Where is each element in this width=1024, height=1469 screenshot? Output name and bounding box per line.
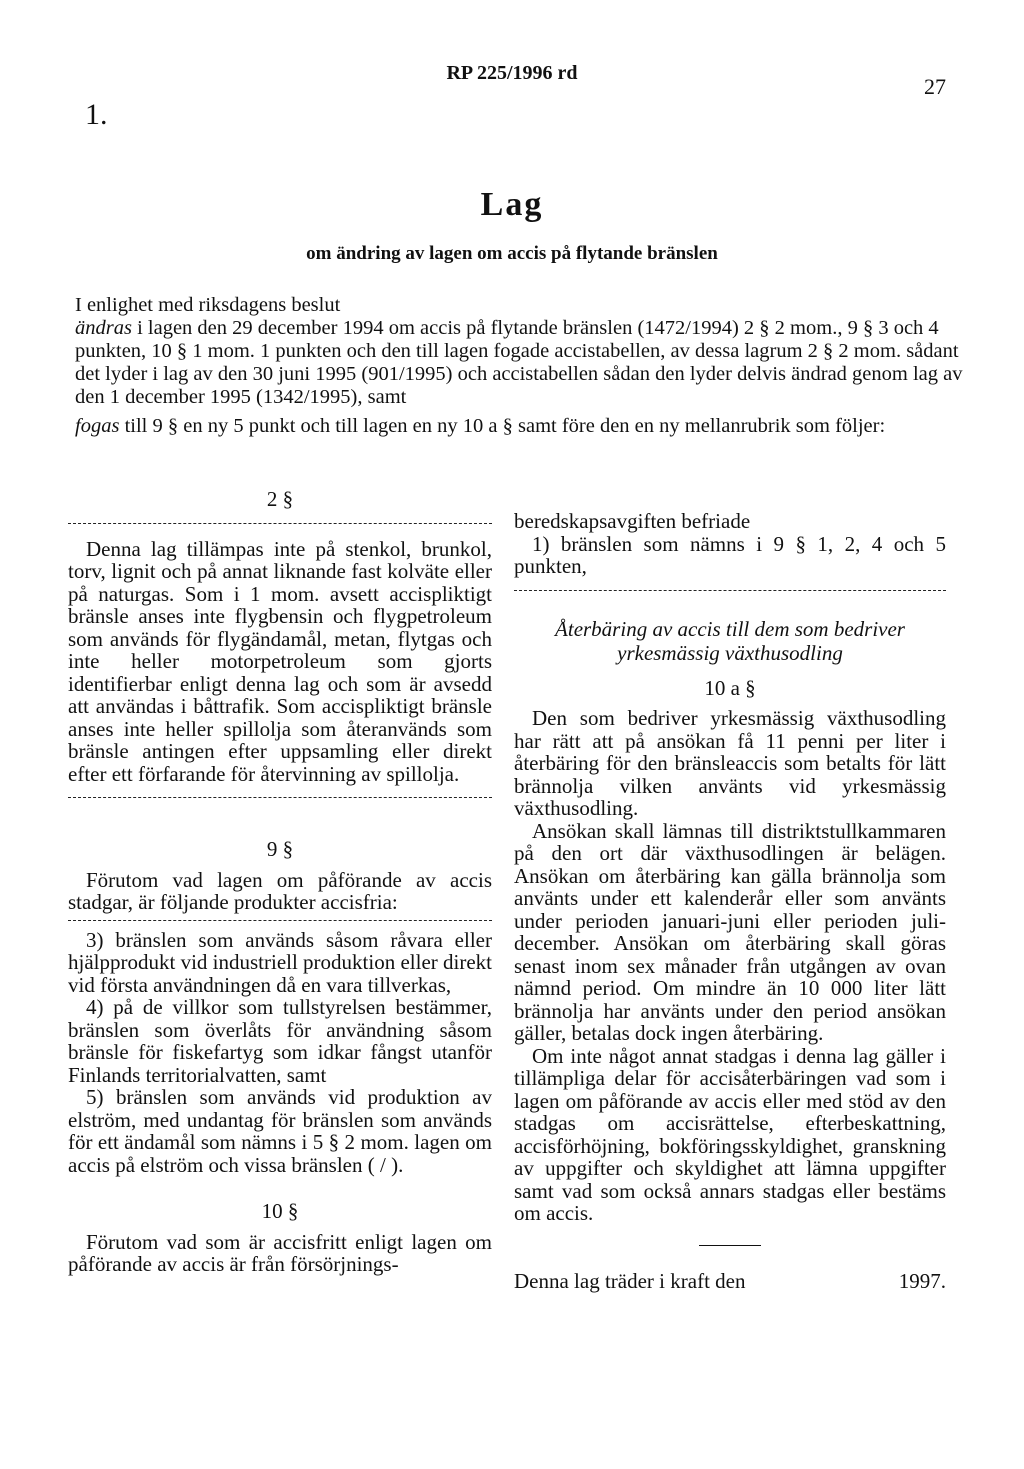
section-9-point-3: 3) bränslen som används såsom råvara eller hjälpprodukt vid industriell produktion eller direkt vid första användningen då en vara tillverkas, (68, 927, 493, 997)
document-number: 1. (85, 98, 108, 131)
entry-into-force-text: Denna lag träder i kraft den (514, 1268, 746, 1293)
omission-divider (68, 920, 492, 921)
add-word: fogas (75, 415, 120, 437)
section-10a-title: 10 a § (704, 675, 756, 700)
section-10-title: 10 § (261, 1199, 299, 1223)
intro-block (75, 294, 963, 438)
document-reference: RP 225/1996 rd (446, 62, 578, 84)
section-10-text: Förutom vad som är accisfritt enligt lagen om påförande av accis är från försörjnings- (68, 1229, 492, 1276)
section-10a-paragraph-2: Ansökan skall lämnas till distriktstullkammaren på den ort där växthusodlingen är belägen. Ansökan om återbäring kan gälla brännolja som använts under ett kalenderår eller som använts under perioden januari-juni eller perioden juli-december. Ansökan om återbäring skall göras senast inom sex månader från utgången av ovan nämnd period. Om mindre än 10 000 liter lätt brännolja har använts under den period ansökan gäller, betalas dock ingen återbäring. (514, 818, 946, 1045)
left-column (68, 488, 492, 1276)
law-subtitle: om ändring av lagen om accis på flytande bränslen (306, 243, 718, 264)
section-9-title: 9 § (266, 837, 294, 861)
page-number: 27 (924, 74, 946, 99)
law-title: Lag (480, 186, 544, 223)
section-2-text: Denna lag tillämpas inte på stenkol, brunkol, torv, lignit och på annat liknande fast kolväte eller på naturgas. Som i 1 mom. avsett accispliktigt bränsle anses inte flygbensin och flygpetroleum som används för flygändamål, metan, flytgas och inte heller motorpetroleum som gjorts identifierbar enligt denna lag och som är avsedd att användas i båttrafik. Som accispliktigt bränsle anses inte heller spillolja som återanvänds som bränsle antingen efter uppsamling eller direkt efter ett förfarande för återvinning av spillolja. (68, 536, 492, 786)
section-9-intro: Förutom vad lagen om påförande av accis stadgar, är följande produkter accisfria: (68, 867, 492, 914)
section-2-title: 2 § (266, 487, 294, 511)
amend-text: i lagen den 29 december 1994 om accis på flytande bränslen (1472/1994) 2 § 2 mom., 9 § 3 och 4 punkten, 10 § 1 mom. 1 punkten och den till lagen fogade accistabellen, av dessa lagrum 2 § 2 mom. sådant det lyder i lag av den 30 juni 1995 (901/1995) och accistabellen sådan den lyder delvis ändrad genom lag av den 1 december 1995 (1342/1995), samt (75, 317, 963, 408)
add-paragraph (75, 415, 963, 438)
omission-divider (68, 523, 492, 524)
section-10a-paragraph-3: Om inte något annat stadgas i denna lag gäller i tillämpliga delar för accisåterbäringen vad som i lagen om påförande av accis eller med stöd av den stadgas om accisrättelse, efterbeskattning, accisförhöjning, bokföringsskyldighet, granskning av uppgifter och skyldighet att lämna uppgifter samt vad som också annars stadgas eller bestäms om accis. (514, 1043, 946, 1225)
add-text: till 9 § en ny 5 punkt och till lagen en ny 10 a § samt före den en ny mellanrubrik som följer: (119, 415, 886, 437)
end-rule (699, 1245, 761, 1246)
section-9-point-5: 5) bränslen som används vid produktion av elström, med undantag för bränslen som används för ett ändamål som nämns i 5 § 2 mom. lagen om accis på elström och vissa bränslen ( / ). (68, 1085, 492, 1177)
intro-line: I enlighet med riksdagens beslut (75, 294, 341, 316)
continuation-point-1: 1) bränslen som nämns i 9 § 1, 2, 4 och 5 punkten, (514, 531, 946, 578)
section-9-point-4: 4) på de villkor som tullstyrelsen bestämmer, bränslen som överlåts för användning såsom bränsle för fiskefartyg som idkar fångst utanför Finlands territorialvatten, samt (68, 995, 492, 1087)
omission-divider (514, 590, 946, 591)
right-column (514, 510, 946, 1292)
subheading: Återbäring av accis till dem som bedriver yrkesmässig växthusodling (555, 616, 905, 665)
amend-paragraph (75, 317, 963, 409)
continuation-text: beredskapsavgiften befriade (514, 509, 751, 533)
entry-into-force (514, 1270, 946, 1293)
omission-divider (68, 797, 492, 798)
section-10a-paragraph-1: Den som bedriver yrkesmässig växthusodling har rätt att på ansökan få 11 penni per liter i återbäring för den bränsleaccis som betalts för lätt brännolja vilken använts vid yrkesmässig växthusodling. (514, 706, 946, 820)
amend-word: ändras (75, 317, 132, 339)
entry-into-force-year: 1997. (898, 1268, 946, 1293)
